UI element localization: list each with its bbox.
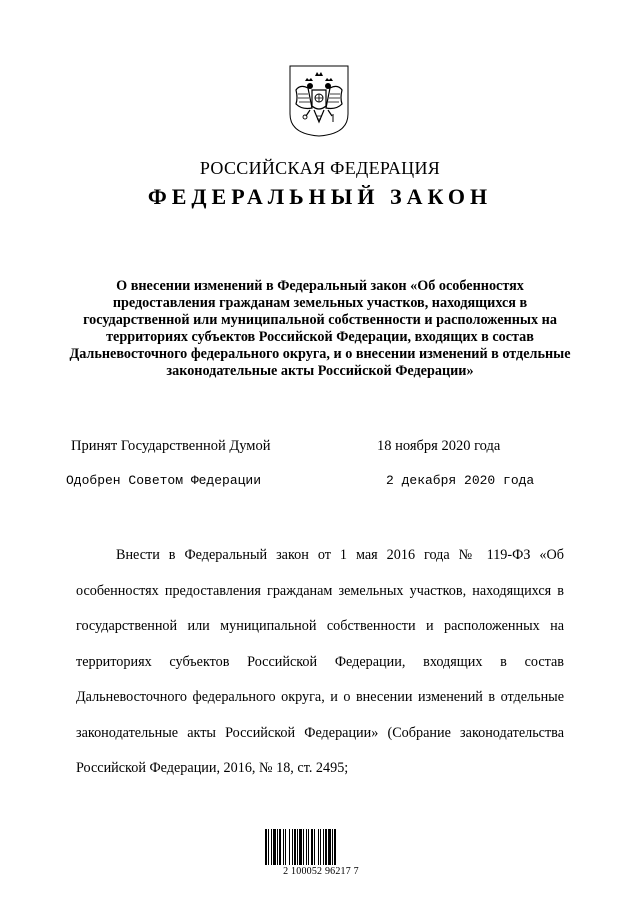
council-approval-label: Одобрен Советом Федерации [66,473,262,488]
council-approval-date: 2 декабря 2020 года [386,473,535,488]
duma-adoption-label: Принят Государственной Думой [71,438,271,454]
barcode [263,829,373,865]
country-name: РОССИЙСКАЯ ФЕДЕРАЦИЯ [199,158,441,178]
document-type-heading: ФЕДЕРАЛЬНЫЙ ЗАКОН [147,184,493,209]
body-paragraph: Внести в Федеральный закон от 1 мая 2016 года № 119-ФЗ «Об особенностях предоставления гражданам земельных участков, находящихся в государственной или муниципальной собственности и расположенных на территориях субъектов Российской Федерации, входящих в состав Дальневосточного федерального округа, и о внесении изменений в отдельные законодательные акты Российской Федерации» (Собрание законодательства Российской Федерации, 2016, № 18, ст. 2495; [76,547,564,776]
law-title: О внесении изменений в Федеральный закон «Об особенностях предоставления гражданам земельных участков, находящихся в государственной или муниципальной собственности и расположенных на территориях субъектов Российской Федерации, входящих в состав Дальневосточного федерального округа, и о внесении изменений в отдельные законодательные акты Российской Федерации» [69,278,571,379]
barcode-number: 2 100052 96217 7 [283,866,359,877]
emblem-icon [288,64,350,138]
duma-adoption-date: 18 ноября 2020 года [377,438,501,454]
